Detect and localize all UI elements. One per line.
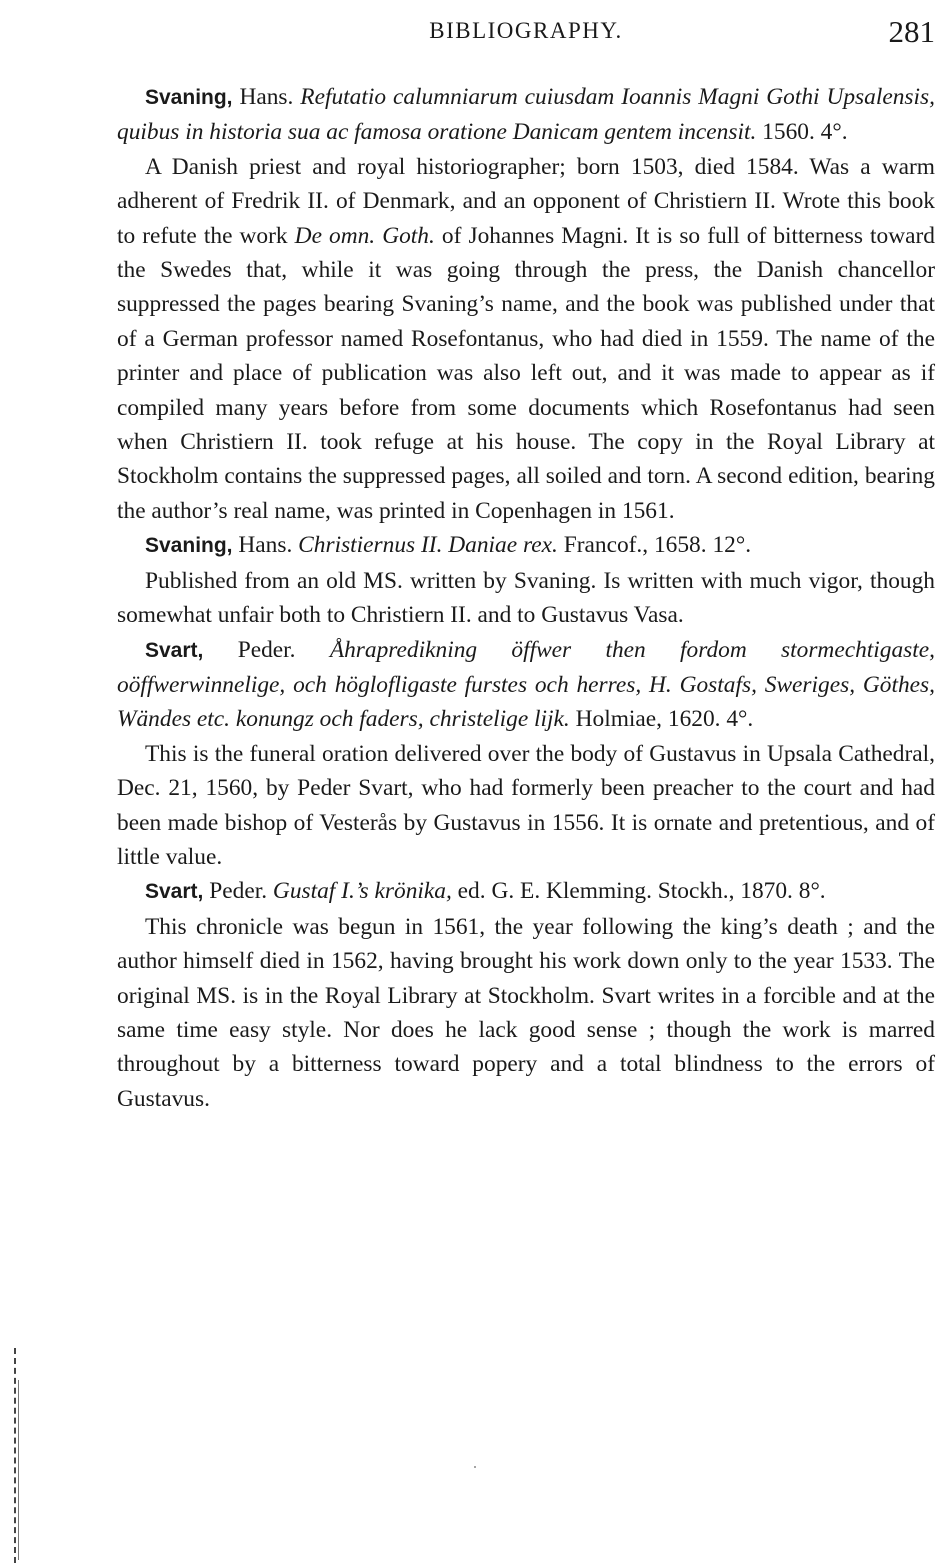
entry-title: Gustaf I.’s krönika,	[272, 878, 452, 905]
annotation-text-continued: of Johannes Magni. It is so full of bitterness toward the Swedes that, while it was going through the press, the Danish chancellor suppressed the pages bearing Svaning’s name, and the book was published under that of a German professor named Rosefontanus, who had died in 1559. The name of the printer and place of publication was also left out, and it was made to appear as if compiled many years before from some documents which Rosefontanus had seen when Christiern II. took refuge at his house. The copy in the Royal Library at Stockholm contains the suppressed pages, all soiled and torn. A second edition, bearing the author’s real name, was printed in Copenhagen in 1561.	[117, 222, 935, 524]
entry-author-first: Hans.	[239, 84, 294, 110]
entry-author-first: Peder.	[237, 636, 296, 663]
bibliography-entry	[117, 528, 935, 563]
page-number: 281	[888, 14, 935, 49]
entry-author-first: Hans.	[238, 532, 293, 559]
bibliography-entry	[117, 633, 935, 737]
annotation-text: This is the funeral oration delivered over the body of Gustavus in Upsala Cathedral, Dec. 21, 1560, by Peder Svart, who had formerly been preacher to the court and had been made bishop of Vesterås by Gustavus in 1556. It is ornate and pretentious, and of little value.	[117, 740, 935, 870]
running-title: BIBLIOGRAPHY.	[429, 18, 623, 43]
bibliography-entry	[117, 874, 935, 909]
entry-author: Svart,	[145, 638, 204, 662]
annotation-text: Published from an old MS. written by Svaning. Is written with much vigor, though somewhat unfair both to Christiern II. and to Gustavus Vasa.	[117, 567, 935, 629]
annotation-text: This chronicle was begun in 1561, the year following the king’s death ; and the author himself died in 1562, having brought his work down only to the year 1533. The original MS. is in the Royal Library at Stockholm. Svart writes in a forcible and at the same time easy style. Nor does he lack good sense ; though the work is marred throughout by a bitterness toward popery and a total blindness to the errors of Gustavus.	[117, 913, 935, 1112]
entry-annotation	[117, 910, 935, 1116]
entry-title: Åhrapredikning öffwer then fordom stormechtigaste, oöffwerwinnelige, och höglofligaste furstes och herres, H. Gostafs, Sweriges, Göthes, Wändes etc. konungz och faders, christelige lijk.	[117, 636, 936, 733]
entry-author: Svaning,	[145, 86, 233, 109]
entry-imprint: Holmiae, 1620. 4°.	[575, 706, 754, 733]
scan-margin-rule	[14, 1348, 20, 1563]
entry-imprint: Francof., 1658. 12°.	[563, 532, 752, 559]
entry-author: Svaning,	[145, 534, 233, 558]
bibliography-entry	[117, 80, 935, 150]
running-head	[117, 14, 935, 50]
entry-annotation	[117, 737, 935, 875]
entry-title: Refutatio calumniarum cuiusdam Ioannis Magni Gothi Upsalensis, quibus in historia sua ac famosa oratione Danicam gentem incensit.	[117, 84, 935, 146]
scan-speck	[474, 1466, 476, 1468]
entry-author-first: Peder.	[209, 878, 268, 905]
entry-imprint: ed. G. E. Klemming. Stockh., 1870. 8°.	[457, 878, 826, 905]
annotation-cited-work: De omn. Goth.	[294, 222, 435, 249]
entry-author: Svart,	[145, 880, 204, 904]
scan-margin-line	[18, 1380, 19, 1560]
annotation-text: A Danish priest and royal historiographer; born 1503, died 1584. Was a warm adherent of Fredrik II. of Denmark, and an opponent of Christiern II. Wrote this book to refute the work	[117, 153, 935, 249]
entry-annotation	[117, 150, 935, 528]
entry-title: Christiernus II. Daniae rex.	[298, 532, 558, 559]
entry-annotation	[117, 564, 935, 633]
entry-imprint: 1560. 4°.	[762, 119, 848, 146]
page-body	[117, 80, 935, 1116]
